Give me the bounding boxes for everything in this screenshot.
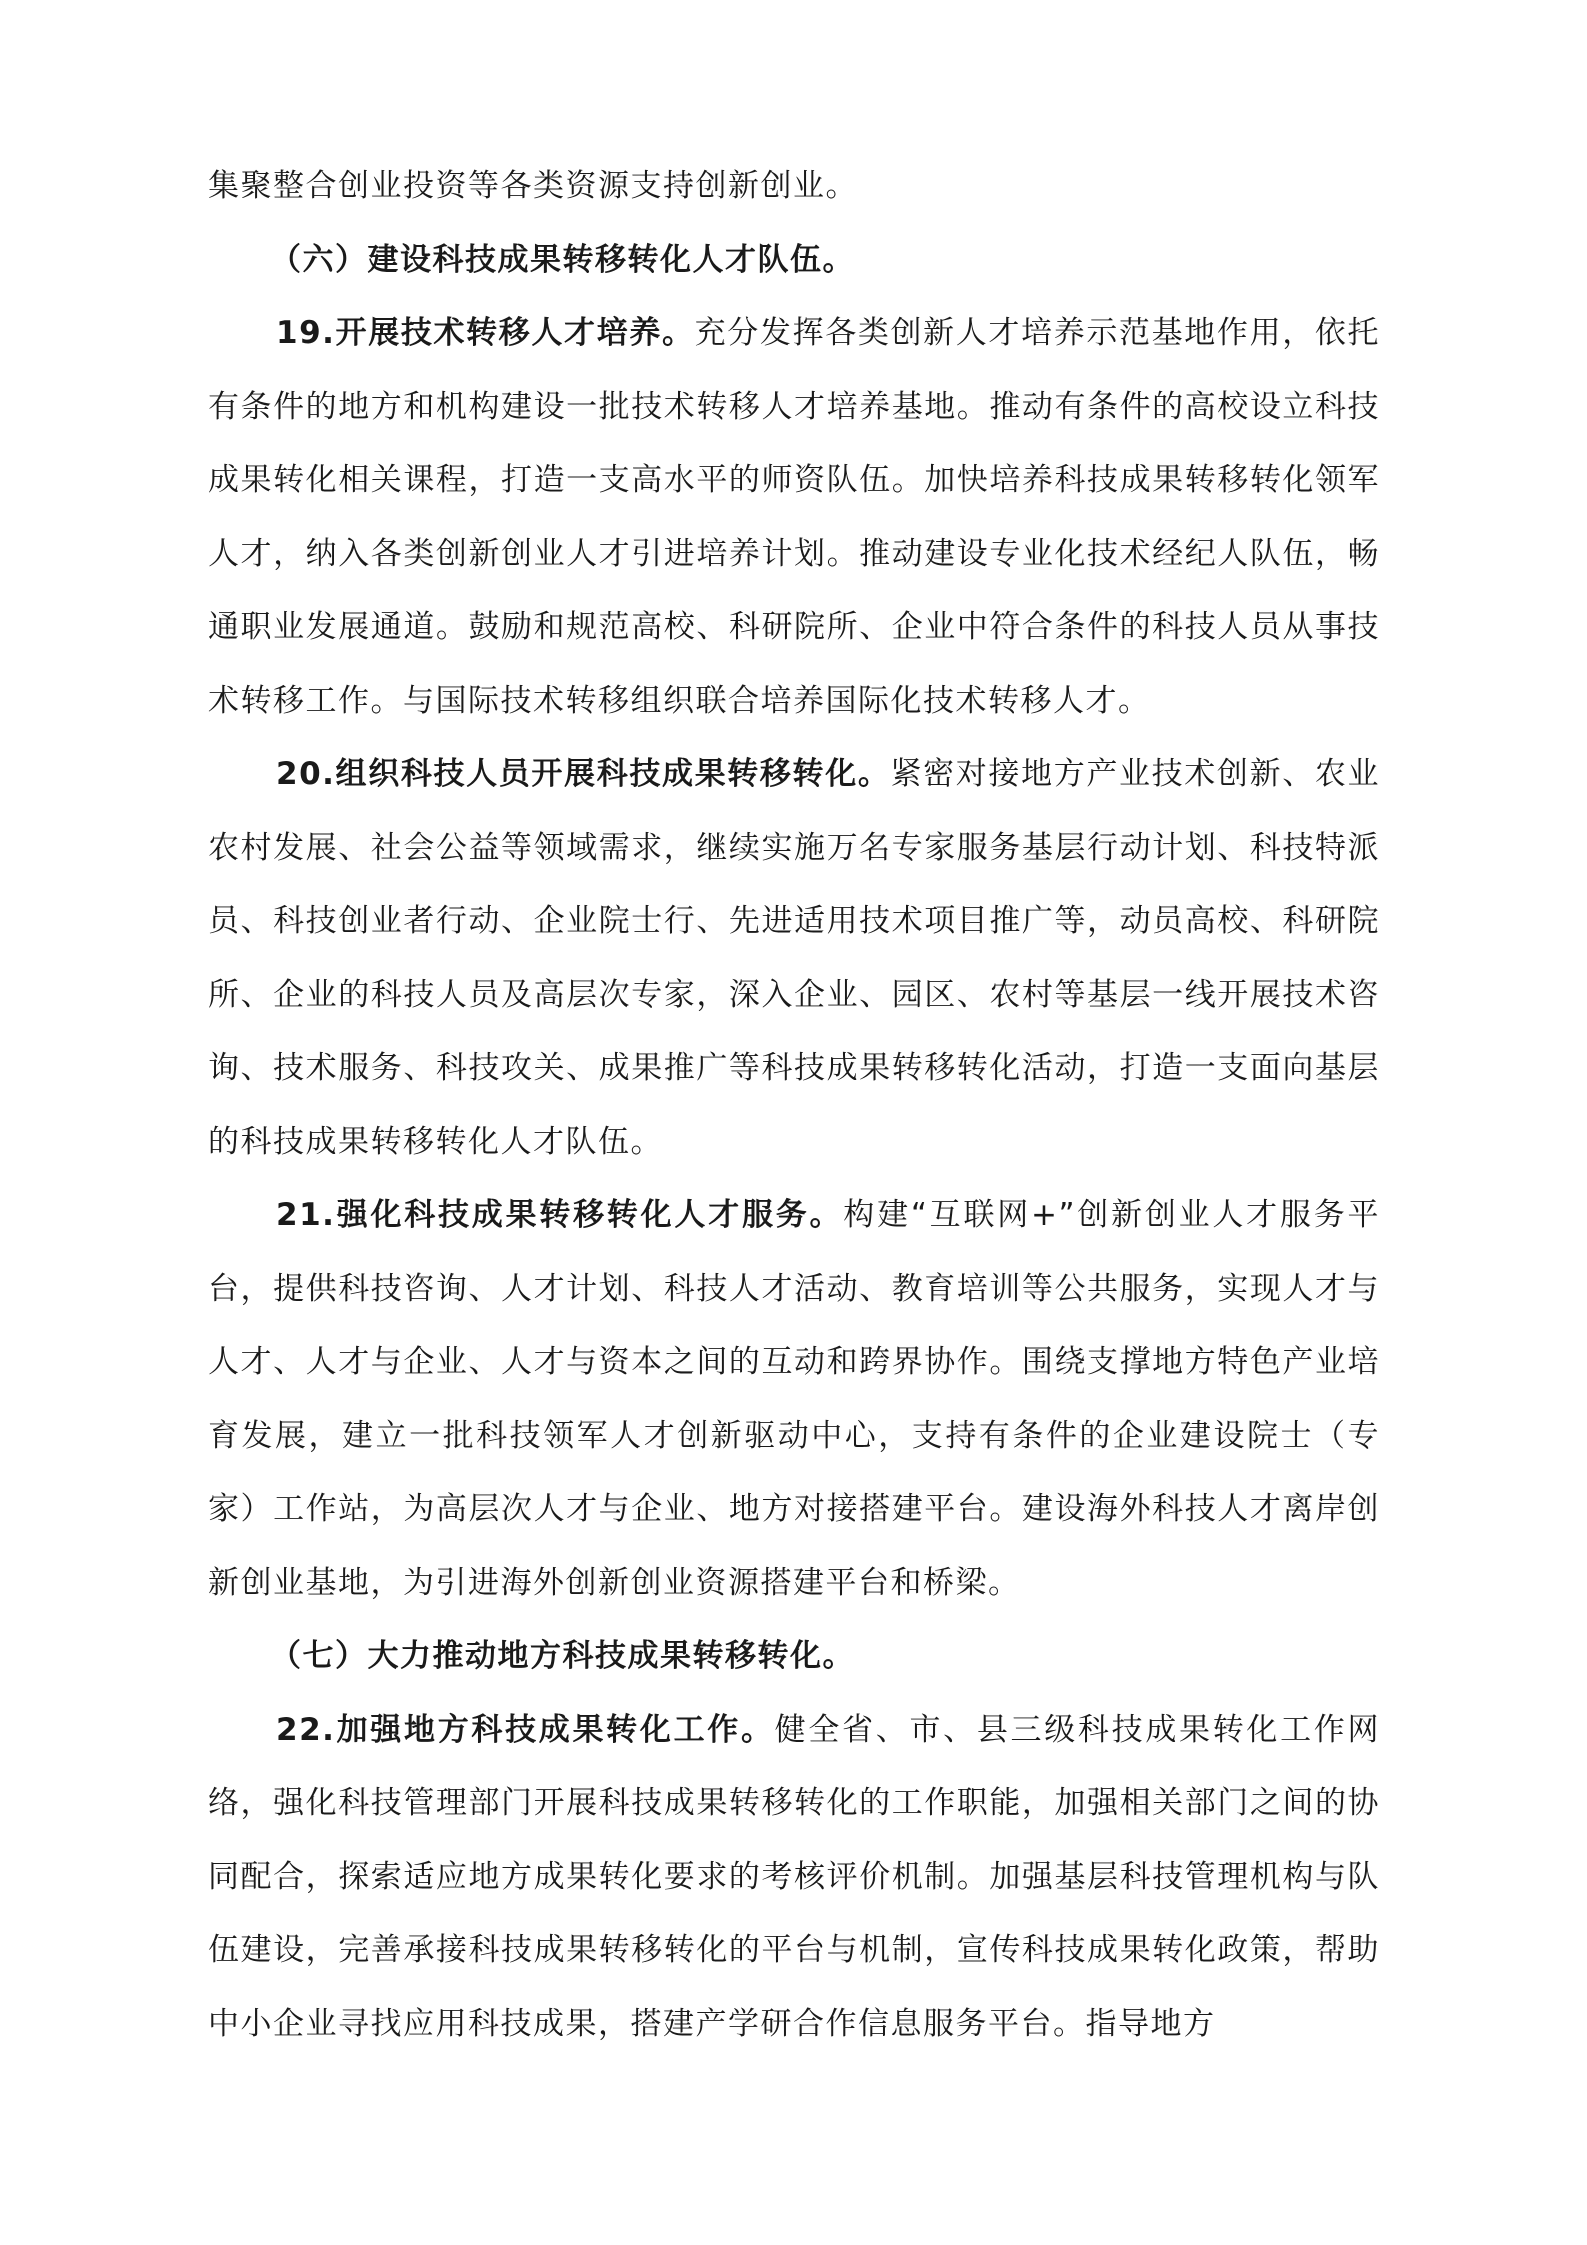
item-lead: 20.组织科技人员开展科技成果转移转化。 — [276, 756, 891, 792]
section-heading-6 — [208, 224, 1380, 298]
continuation-paragraph — [208, 150, 1380, 224]
heading-text: （六）建设科技成果转移转化人才队伍。 — [270, 241, 855, 278]
item-body: 紧密对接地方产业技术创新、农业农村发展、社会公益等领域需求，继续实施万名专家服务基层行动计划、科技特派员、科技创业者行动、企业院士行、先进适用技术项目推广等，动员高校、科研院所、企业的科技人员及高层次专家，深入企业、园区、农村等基层一线开展技术咨询、技术服务、科技攻关、成果推广等科技成果转移转化活动，打造一支面向基层的科技成果转移转化人才队伍。 — [208, 756, 1381, 1160]
item-paragraph-19 — [208, 297, 1380, 738]
item-paragraph-21 — [208, 1179, 1380, 1620]
item-body: 充分发挥各类创新人才培养示范基地作用，依托有条件的地方和机构建设一批技术转移人才培养基地。推动有条件的高校设立科技成果转化相关课程，打造一支高水平的师资队伍。加快培养科技成果转移转化领军人才，纳入各类创新创业人才引进培养计划。推动建设专业化技术经纪人队伍，畅通职业发展通道。鼓励和规范高校、科研院所、企业中符合条件的科技人员从事技术转移工作。与国际技术转移组织联合培养国际化技术转移人才。 — [208, 315, 1380, 719]
item-paragraph-20 — [208, 738, 1380, 1179]
section-heading-7 — [208, 1620, 1380, 1694]
item-body: 健全省、市、县三级科技成果转化工作网络，强化科技管理部门开展科技成果转移转化的工作职能，加强相关部门之间的协同配合，探索适应地方成果转化要求的考核评价机制。加强基层科技管理机构与队伍建设，完善承接科技成果转移转化的平台与机制，宣传科技成果转化政策，帮助中小企业寻找应用科技成果，搭建产学研合作信息服务平台。指导地方 — [208, 1711, 1381, 2042]
item-lead: 22.加强地方科技成果转化工作。 — [276, 1711, 775, 1748]
item-lead: 19.开展技术转移人才培养。 — [276, 315, 695, 351]
item-lead: 21.强化科技成果转移转化人才服务。 — [276, 1197, 844, 1233]
heading-text: （七）大力推动地方科技成果转移转化。 — [270, 1638, 855, 1674]
document-body — [208, 150, 1380, 2061]
item-paragraph-22 — [208, 1694, 1380, 2062]
paragraph-text: 集聚整合创业投资等各类资源支持创新创业。 — [208, 168, 858, 204]
item-body: 构建“互联网+”创新创业人才服务平台，提供科技咨询、人才计划、科技人才活动、教育培训等公共服务，实现人才与人才、人才与企业、人才与资本之间的互动和跨界协作。围绕支撑地方特色产业培育发展，建立一批科技领军人才创新驱动中心，支持有条件的企业建设院士（专家）工作站，为高层次人才与企业、地方对接搭建平台。建设海外科技人才离岸创新创业基地，为引进海外创新创业资源搭建平台和桥梁。 — [208, 1197, 1380, 1601]
